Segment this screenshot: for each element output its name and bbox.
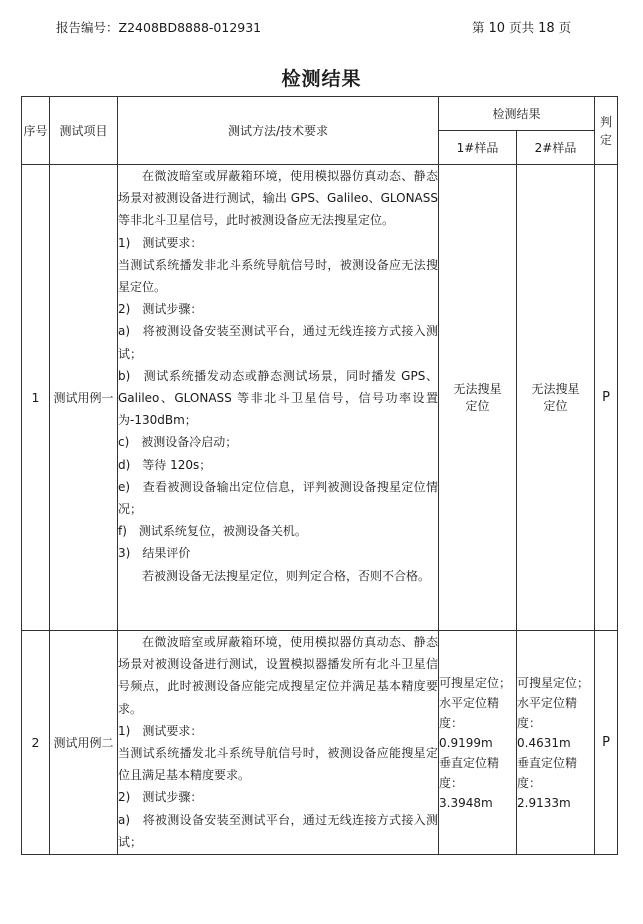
method-line: a) 将被测设备安装至测试平台，通过无线连接方式接入测试； [118,812,438,849]
sample-1-text: 无法搜星定位 [453,381,502,413]
page-indicator [472,18,571,36]
method-line: 在微波暗室或屏蔽箱环境，使用模拟器仿真动态、静态场景对被测设备进行测试，输出 GPS、Galileo、GLONASS 等非北斗卫星信号，此时被测设备应无法搜星定位。 [118,169,438,228]
sample-2-line: 垂直定位精度：2.9133m [517,755,578,810]
method-line: b) 测试系统播发动态或静态测试场景，同时播发 GPS、Galileo、GLONASS 等非北斗卫星信号，信号功率设置为-130dBm； [118,368,438,428]
method-line: 2) 测试步骤： [118,302,203,317]
sample-2-result [517,165,595,631]
verdict: P [595,165,618,631]
table-row [22,631,618,855]
header-method: 测试方法/技术要求 [118,97,439,165]
page-total: 18 [538,21,555,36]
row-number: 1 [22,165,50,631]
method-line: 1) 测试要求： [118,723,203,738]
verdict: P [595,631,618,855]
page-mid: 页共 [509,20,535,35]
method-line: d) 等待 120s； [118,457,212,472]
method-line: f) 测试系统复位，被测设备关机。 [118,524,307,539]
header-result: 检测结果 [439,97,595,131]
table-row [22,165,618,631]
sample-1-result [439,631,517,855]
header-seq: 序号 [22,97,50,165]
page-suffix: 页 [558,20,572,35]
report-number-label: 报告编号： [56,20,119,35]
test-item: 测试用例二 [50,631,118,855]
header-verdict: 判定 [595,97,618,165]
sample-2-line: 可搜星定位； [517,675,590,690]
report-number [56,18,261,36]
method-line: 当测试系统播发北斗系统导航信号时，被测设备应能搜星定位且满足基本精度要求。 [118,746,438,783]
test-item: 测试用例一 [50,165,118,631]
header-sample-2: 2#样品 [517,131,595,165]
results-table [21,96,618,855]
page-current: 10 [488,21,506,36]
method-line: 当测试系统播发非北斗系统导航信号时，被测设备应无法搜星定位。 [118,257,438,295]
sample-2-text: 无法搜星定位 [531,381,580,413]
page-prefix: 第 [472,20,485,35]
method-line: c) 被测设备冷启动； [118,435,238,450]
sample-2-result [517,631,595,855]
method-line: 若被测设备无法搜星定位，则判定合格，否则不合格。 [142,568,431,583]
sample-1-line: 垂直定位精度：3.3948m [439,755,500,810]
method-line: e) 查看被测设备输出定位信息，评判被测设备搜星定位情况； [118,479,438,517]
test-method [118,631,439,855]
sample-1-result [439,165,517,631]
page-title: 检测结果 [281,68,362,90]
test-method [118,165,439,631]
row-number: 2 [22,631,50,855]
header-item: 测试项目 [50,97,118,165]
sample-1-line: 水平定位精度：0.9199m [439,695,500,750]
sample-1-line: 可搜星定位； [439,675,512,690]
method-line: 2) 测试步骤： [118,790,203,805]
method-line: 在微波暗室或屏蔽箱环境，使用模拟器仿真动态、静态场景对被测设备进行测试，设置模拟器播发所有北斗卫星信号频点，此时被测设备应能完成搜星定位并满足基本精度要求。 [118,635,438,716]
header-sample-1: 1#样品 [439,131,517,165]
method-line: a) 将被测设备安装至测试平台，通过无线连接方式接入测试； [118,324,438,361]
method-line: 3) 结果评价 [118,546,191,561]
method-line: 1) 测试要求： [118,235,203,250]
report-number-value: Z2408BD8888-012931 [118,20,262,35]
sample-2-line: 水平定位精度：0.4631m [517,695,578,750]
